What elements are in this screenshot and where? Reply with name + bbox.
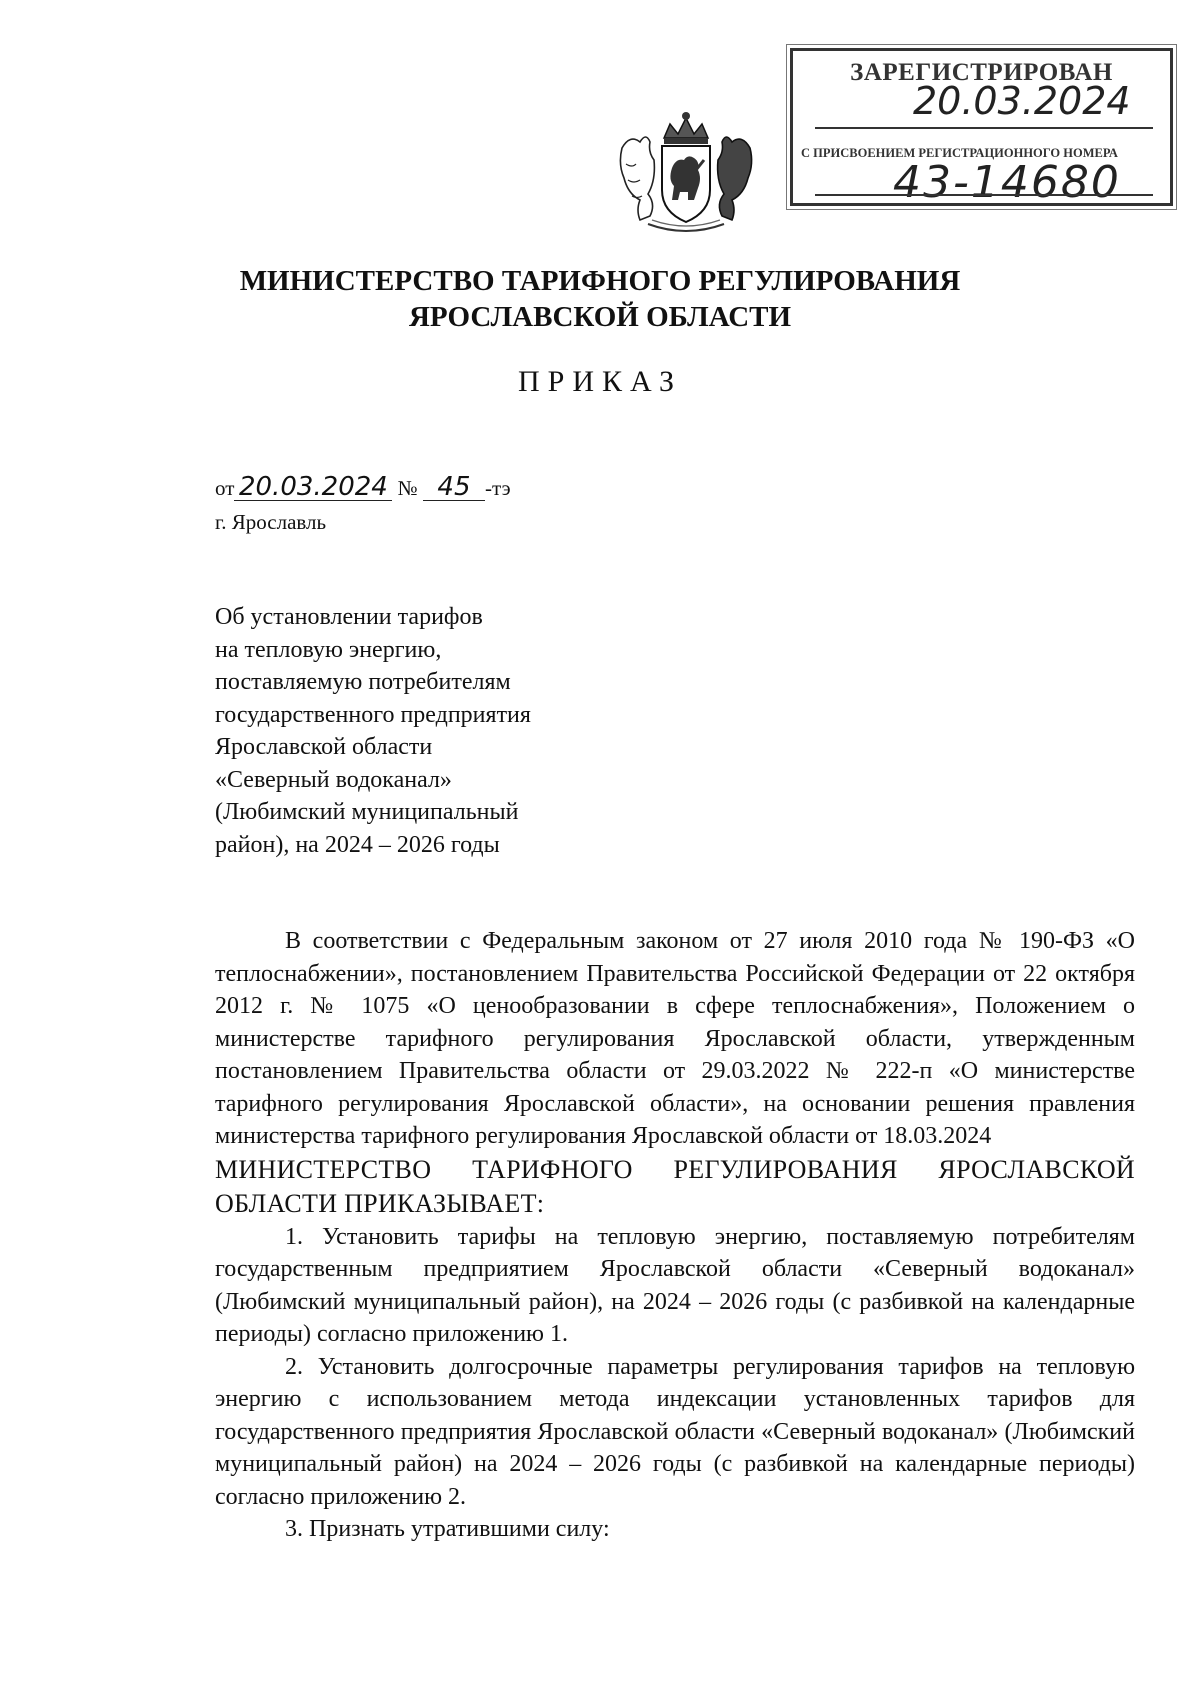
stamp-handwritten-number: 43-14680 [893, 157, 1121, 208]
subject-line: район), на 2024 – 2026 годы [215, 831, 500, 858]
order-number-suffix: -тэ [484, 476, 511, 500]
registration-stamp [790, 48, 1173, 206]
ministry-heading-line2: ЯРОСЛАВСКОЙ ОБЛАСТИ [408, 301, 792, 333]
ministry-heading [0, 263, 1200, 335]
stamp-number-line [815, 194, 1153, 196]
number-label: № [397, 476, 418, 500]
ministry-heading-line1: МИНИСТЕРСТВО ТАРИФНОГО РЕГУЛИРОВАНИЯ [239, 265, 961, 297]
subject-line: на тепловую энергию, [215, 636, 442, 663]
item-1-paragraph: 1. Установить тарифы на тепловую энергию, поставляемую потребителям государственным предприятием Ярославской области «Северный водоканал» (Любимский муниципальный район), на 2024 – 2026 годы (с разбивкой на календарные периоды) согласно приложению 1. [215, 1223, 1135, 1347]
order-number: 45 [423, 474, 485, 501]
subject-line: (Любимский муниципальный [215, 799, 519, 825]
item-3-paragraph: 3. Признать утратившими силу: [285, 1516, 610, 1542]
decree-line: МИНИСТЕРСТВО ТАРИФНОГО РЕГУЛИРОВАНИЯ ЯРОСЛАВСКОЙ ОБЛАСТИ ПРИКАЗЫВАЕТ: [215, 1154, 1135, 1218]
stamp-title: ЗАРЕГИСТРИРОВАН [850, 59, 1113, 86]
document-type-title: ПРИКАЗ [518, 365, 682, 398]
order-body [215, 925, 1135, 1546]
stamp-date-line [815, 127, 1153, 129]
subject-line: «Северный водоканал» [215, 766, 452, 793]
order-subject [215, 601, 735, 861]
subject-line: государственного предприятия [215, 701, 531, 728]
stamp-handwritten-date: 20.03.2024 [913, 79, 1131, 123]
subject-line: Ярославской области [215, 734, 433, 760]
from-label: от [215, 476, 235, 500]
coat-of-arms-icon [612, 108, 760, 238]
item-2-paragraph: 2. Установить долгосрочные параметры регулирования тарифов на тепловую энергию с использованием метода индексации установленных тарифов для государственного предприятия Ярославской области «Северный водоканал» (Любимский муниципальный район) на 2024 – 2026 годы (с разбивкой на календарные периоды) согласно приложению 2. [215, 1353, 1135, 1510]
stamp-caption: С ПРИСВОЕНИЕМ РЕГИСТРАЦИОННОГО НОМЕРА [801, 146, 1118, 160]
city-label: г. Ярославль [215, 510, 327, 534]
subject-line: поставляемую потребителям [215, 669, 511, 695]
order-date-number [215, 474, 511, 501]
order-date: 20.03.2024 [234, 474, 392, 501]
preamble-paragraph: В соответствии с Федеральным законом от 27 июля 2010 года № 190-ФЗ «О теплоснабжении», постановлением Правительства Российской Федерации от 22 октября 2012 г. № 1075 «О ценообразовании в сфере теплоснабжения», Положением о министерстве тарифного регулирования Ярославской области, утвержденным постановлением Правительства области от 29.03.2022 № 222-п «О министерстве тарифного регулирования Ярославской области», на основании решения правления министерства тарифного регулирования Ярославской области от 18.03.2024 [215, 928, 1135, 1149]
subject-line: Об установлении тарифов [215, 604, 483, 630]
